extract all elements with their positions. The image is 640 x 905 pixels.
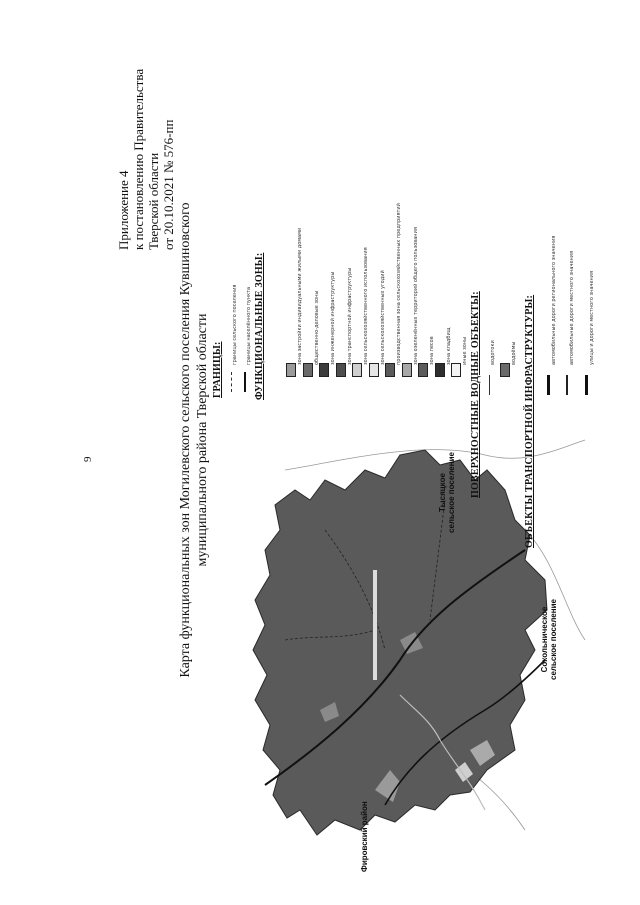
zone-label: зона инженерной инфраструктуры <box>330 271 336 365</box>
zone-label: зона сельскохозяйственного использования <box>363 247 369 365</box>
zone-swatch <box>369 363 379 377</box>
appendix-line: Приложение 4 <box>116 170 131 250</box>
appendix-line: Тверской области <box>146 152 161 250</box>
zone-swatch <box>418 363 428 377</box>
legend-text: автомобильные дороги местного значения <box>569 250 575 365</box>
place-label-tysyatskoe: Тысяцкое сельское поселение <box>438 452 456 533</box>
road-line-local <box>566 375 568 395</box>
water-swatch <box>500 363 510 377</box>
appendix-line: к постановлению Правительства <box>131 68 146 250</box>
zone-label: зона кладбищ <box>445 327 452 365</box>
appendix-line: от 20.10.2021 № 576-пп <box>161 119 176 250</box>
zone-swatch <box>435 363 445 377</box>
place-label-sokolnicheskoe: Сокольническое сельское поселение <box>540 599 558 680</box>
zone-swatch <box>402 363 412 377</box>
legend-text: улицы и дороги местного значения <box>589 270 595 365</box>
zone-swatch <box>286 363 296 377</box>
zone-label: иные зоны <box>462 336 468 365</box>
zone-swatch <box>451 363 461 377</box>
zone-label: зона лесов <box>429 336 435 365</box>
zone-swatch <box>385 363 395 377</box>
legend-text: границы населённого пункта <box>246 286 252 365</box>
legend-text: водотоки <box>490 340 496 365</box>
border-line-locality <box>244 372 246 392</box>
map-title <box>177 135 211 745</box>
legend-water-heading: ПОВЕРХНОСТНЫЕ ВОДНЫЕ ОБЪЕКТЫ: <box>470 291 481 498</box>
page-number: 9 <box>82 456 94 462</box>
map-annotation-band <box>373 570 377 680</box>
appendix-block <box>116 69 176 250</box>
settlement-territory <box>253 450 547 835</box>
legend-text: водоёмы <box>511 341 517 365</box>
watercourse-line <box>489 375 490 395</box>
zone-label: зона транспортной инфраструктуры <box>346 267 353 365</box>
zone-swatch <box>319 363 329 377</box>
zone-label: общественно-деловые зоны <box>313 290 320 365</box>
map-title-line: Карта функциональных зон Могилевского сельского поселения Кувшиновского <box>178 202 193 678</box>
zone-swatch <box>303 363 313 377</box>
zone-label: производственная зона сельскохозяйственных предприятий <box>396 203 402 365</box>
zone-swatch <box>352 363 362 377</box>
map-title-line: муниципального района Тверской области <box>195 313 210 567</box>
legend-zones-heading: ФУНКЦИОНАЛЬНЫЕ ЗОНЫ: <box>254 252 265 400</box>
zone-swatch <box>336 363 346 377</box>
border-line-settlement <box>231 372 233 392</box>
road-line-street <box>585 375 588 395</box>
zone-label: зона озеленённых территорий общего пользования <box>412 227 419 365</box>
legend-transport-heading: ОБЪЕКТЫ ТРАНСПОРТНОЙ ИНФРАСТРУКТУРЫ: <box>524 294 535 548</box>
zone-label: зона сельскохозяйственных угодий <box>379 270 386 365</box>
road-line-regional <box>547 375 550 395</box>
legend-text: автомобильные дороги регионального значения <box>551 235 557 365</box>
place-label-firovsky: Фировский район <box>360 801 369 872</box>
legend-borders-heading: ГРАНИЦЫ: <box>212 341 223 398</box>
zone-label: зона застройки индивидуальными жилыми домами <box>297 227 303 365</box>
legend-text: границы сельского поселения <box>232 284 238 365</box>
